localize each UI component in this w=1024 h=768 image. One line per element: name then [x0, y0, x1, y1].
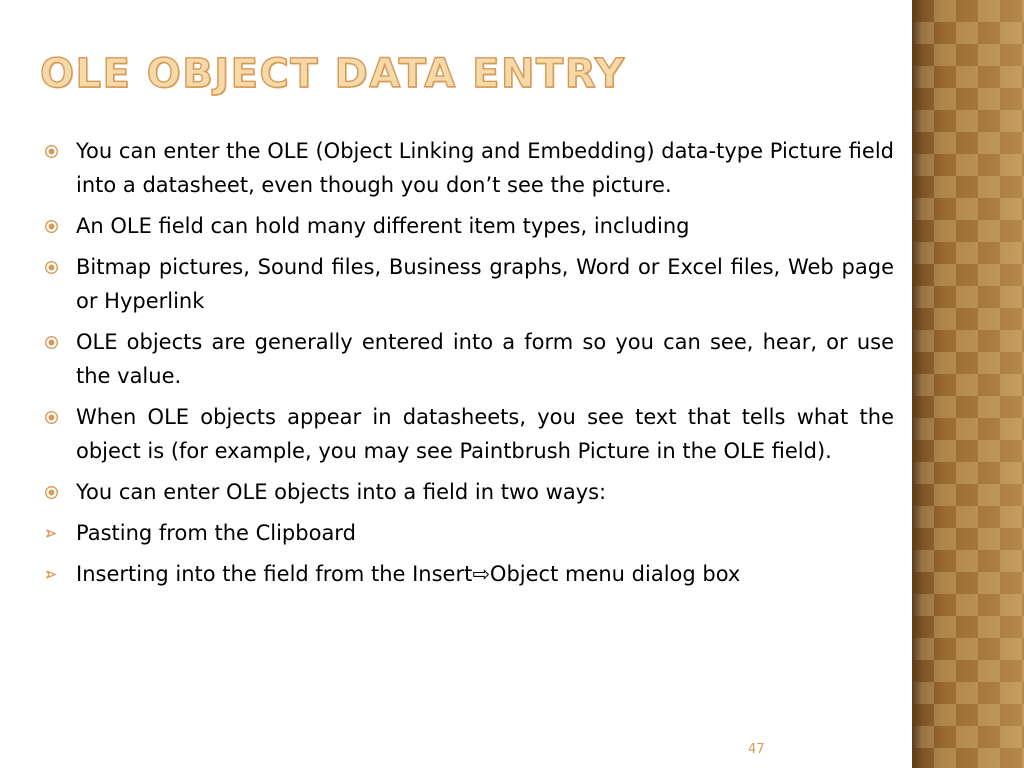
arrow-bullet-icon	[44, 526, 59, 541]
bullet-item	[44, 209, 894, 243]
circle-dot-bullet-icon	[44, 144, 59, 159]
circle-dot-bullet-icon	[44, 335, 59, 350]
circle-dot-bullet-icon	[44, 485, 59, 500]
bullet-item	[44, 516, 894, 550]
slide-title: OLE OBJECT DATA ENTRY	[40, 51, 626, 97]
bullet-item	[44, 134, 894, 202]
bullet-text: Bitmap pictures, Sound files, Business graphs, Word or Excel files, Web page or Hyperlink	[76, 255, 894, 313]
bullet-item	[44, 400, 894, 468]
bullet-text: You can enter the OLE (Object Linking and Embedding) data-type Picture field into a datasheet, even though you don’t see the picture.	[76, 139, 894, 197]
decorative-side-band	[912, 0, 1024, 768]
bullet-text: Inserting into the field from the Insert⇨Object menu dialog box	[76, 562, 741, 586]
bullet-text: An OLE field can hold many different item types, including	[76, 214, 690, 238]
page-number: 47	[748, 742, 765, 757]
circle-dot-bullet-icon	[44, 260, 59, 275]
bullet-item	[44, 250, 894, 318]
bullet-text: You can enter OLE objects into a field in two ways:	[76, 480, 607, 504]
bullet-item	[44, 557, 894, 591]
bullet-item	[44, 325, 894, 393]
bullet-text: OLE objects are generally entered into a form so you can see, hear, or use the value.	[76, 330, 894, 388]
circle-dot-bullet-icon	[44, 410, 59, 425]
bullet-item	[44, 475, 894, 509]
bullet-text: When OLE objects appear in datasheets, you see text that tells what the object is (for example, you may see Paintbrush Picture in the OLE field).	[76, 405, 894, 463]
arrow-bullet-icon	[44, 567, 59, 582]
bullet-text: Pasting from the Clipboard	[76, 521, 356, 545]
circle-dot-bullet-icon	[44, 219, 59, 234]
bullet-list	[44, 134, 894, 598]
